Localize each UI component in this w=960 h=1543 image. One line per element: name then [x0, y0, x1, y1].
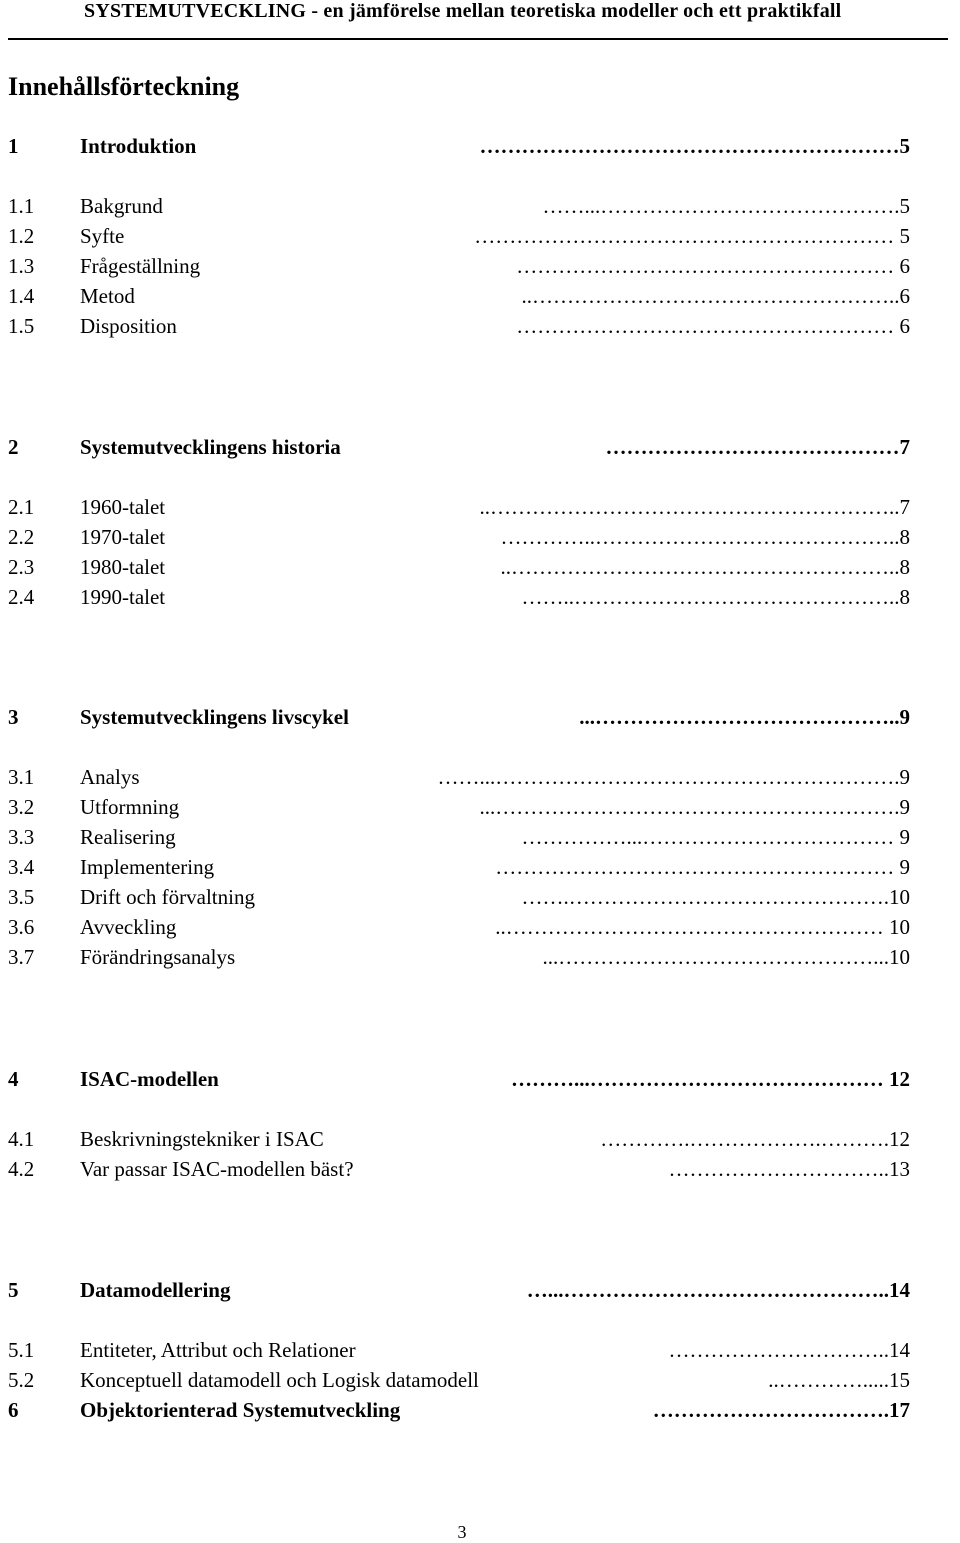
toc-entry-number: 3.7 — [8, 945, 35, 969]
toc-entry-leader-page: …………………………..13 — [668, 1157, 910, 1181]
toc-entry-leader-page: ...………………………………………...10 — [542, 945, 910, 969]
toc-entry-2-2[interactable] — [8, 525, 910, 555]
toc-entry-3-5[interactable] — [8, 885, 910, 915]
toc-entry-number: 3.4 — [8, 855, 35, 879]
toc-entry-5-2[interactable] — [8, 1368, 910, 1398]
toc-entry-number: 1.3 — [8, 254, 35, 278]
toc-entry-leader-page: …….……………………………………….10 — [521, 885, 910, 909]
toc-entry-3-3[interactable] — [8, 825, 910, 855]
toc-entry-label: Avveckling — [80, 915, 177, 939]
toc-entry-1-1[interactable] — [8, 194, 910, 224]
toc-entry-label: Disposition — [80, 314, 177, 338]
toc-entry-leader-page: ...……………………………………..9 — [579, 705, 910, 729]
toc-entry-label: Förändringsanalys — [80, 945, 236, 969]
toc-entry-label: 1990-talet — [80, 585, 166, 609]
toc-entry-2-3[interactable] — [8, 555, 910, 585]
toc-entry-label: Analys — [80, 765, 140, 789]
toc-entry-leader-page: …………..……………………………………..8 — [500, 525, 910, 549]
toc-entry-label: Introduktion — [80, 134, 197, 158]
toc-entry-leader-page: …………………………..14 — [668, 1338, 910, 1362]
toc-entry-leader-page: ……………………………………………… 6 — [516, 314, 910, 338]
running-header — [8, 0, 948, 40]
toc-entry-leader-page: ……...………………………………………………….9 — [437, 765, 910, 789]
toc-entry-leader-page: ………….……………….……….12 — [600, 1127, 910, 1151]
toc-entry-number: 2.2 — [8, 525, 35, 549]
toc-entry-3-7[interactable] — [8, 945, 910, 975]
toc-entry-5[interactable] — [8, 1278, 910, 1308]
toc-entry-leader-page: ………………………………………………… 9 — [495, 855, 910, 879]
toc-entry-4[interactable] — [8, 1067, 910, 1097]
toc-entry-label: Realisering — [80, 825, 176, 849]
toc-entry-leader-page: ..…………………………………………………..7 — [479, 495, 910, 519]
toc-title: Innehållsförteckning — [8, 72, 240, 101]
toc-entry-label: Systemutvecklingens historia — [80, 435, 341, 459]
toc-entry-6[interactable] — [8, 1398, 910, 1428]
toc-entry-number: 1 — [8, 134, 19, 158]
toc-entry-3-6[interactable] — [8, 915, 910, 945]
toc-entry-number: 2.3 — [8, 555, 35, 579]
toc-entry-number: 5.2 — [8, 1368, 35, 1392]
toc-entry-1-3[interactable] — [8, 254, 910, 284]
toc-entry-label: Systemutvecklingens livscykel — [80, 705, 349, 729]
toc-entry-label: Drift och förvaltning — [80, 885, 255, 909]
toc-entry-number: 1.2 — [8, 224, 35, 248]
toc-entry-1-2[interactable] — [8, 224, 910, 254]
toc-entry-label: 1970-talet — [80, 525, 166, 549]
toc-entry-leader-page: ..……………………………………………..6 — [521, 284, 910, 308]
toc-entry-number: 4.1 — [8, 1127, 35, 1151]
toc-entry-number: 1.4 — [8, 284, 35, 308]
toc-entry-number: 2 — [8, 435, 19, 459]
toc-entry-number: 3.1 — [8, 765, 35, 789]
toc-entry-number: 5 — [8, 1278, 19, 1302]
toc-entry-leader-page: ……………………………………………………5 — [479, 134, 910, 158]
toc-entry-number: 3 — [8, 705, 19, 729]
toc-entry-leader-page: ..………….....15 — [768, 1368, 910, 1392]
toc-entry-label: ISAC-modellen — [80, 1067, 219, 1091]
toc-entry-label: Implementering — [80, 855, 215, 879]
toc-entry-leader-page: ………...…………………………………… 12 — [511, 1067, 910, 1091]
toc-entry-label: 1980-talet — [80, 555, 166, 579]
toc-entry-3-1[interactable] — [8, 765, 910, 795]
toc-entry-number: 3.2 — [8, 795, 35, 819]
toc-entry-leader-page: ……………...……………………………… 9 — [521, 825, 910, 849]
toc-entry-number: 6 — [8, 1398, 19, 1422]
toc-entry-3-2[interactable] — [8, 795, 910, 825]
toc-entry-number: 3.6 — [8, 915, 35, 939]
toc-entry-leader-page: ...………………………………………………….9 — [479, 795, 910, 819]
toc-entry-3[interactable] — [8, 705, 910, 735]
toc-entry-1-5[interactable] — [8, 314, 910, 344]
toc-entry-2-1[interactable] — [8, 495, 910, 525]
toc-entry-5-1[interactable] — [8, 1338, 910, 1368]
toc-entry-leader-page: ..………………………………………………..8 — [500, 555, 910, 579]
toc-entry-4-2[interactable] — [8, 1157, 910, 1187]
toc-entry-number: 4 — [8, 1067, 19, 1091]
toc-entry-leader-page: ……………………………………7 — [605, 435, 910, 459]
toc-entry-1[interactable] — [8, 134, 910, 164]
toc-entry-label: Bakgrund — [80, 194, 163, 218]
toc-entry-number: 3.3 — [8, 825, 35, 849]
toc-entry-1-4[interactable] — [8, 284, 910, 314]
toc-entry-number: 4.2 — [8, 1157, 35, 1181]
toc-entry-number: 2.4 — [8, 585, 35, 609]
toc-entry-number: 2.1 — [8, 495, 35, 519]
toc-entry-leader-page: …………………………………………………… 5 — [474, 224, 910, 248]
toc-entry-number: 5.1 — [8, 1338, 35, 1362]
toc-entry-2-4[interactable] — [8, 585, 910, 615]
toc-entry-label: Datamodellering — [80, 1278, 231, 1302]
toc-entry-label: Konceptuell datamodell och Logisk datamodell — [80, 1368, 479, 1392]
toc-entry-label: Objektorienterad Systemutveckling — [80, 1398, 401, 1422]
running-header-title: SYSTEMUTVECKLING - en jämförelse mellan teoretiska modeller och ett praktikfall — [84, 0, 842, 22]
toc-entry-label: Syfte — [80, 224, 125, 248]
toc-entry-leader-page: ……..………………………………………..8 — [521, 585, 910, 609]
page-number: 3 — [457, 1522, 467, 1542]
toc-entry-label: Frågeställning — [80, 254, 201, 278]
toc-entry-3-4[interactable] — [8, 855, 910, 885]
toc-entry-2[interactable] — [8, 435, 910, 465]
toc-entry-number: 1.5 — [8, 314, 35, 338]
toc-entry-label: Entiteter, Attribut och Relationer — [80, 1338, 356, 1362]
toc-entry-leader-page: ……………………………………………… 6 — [516, 254, 910, 278]
toc-entry-leader-page: …………………………….17 — [652, 1398, 910, 1422]
toc-entry-label: Var passar ISAC-modellen bäst? — [80, 1157, 354, 1181]
toc-entry-leader-page: ..……………………………………………… 10 — [495, 915, 910, 939]
toc-entry-number: 3.5 — [8, 885, 35, 909]
toc-entry-leader-page: ……...…………………………………….5 — [542, 194, 910, 218]
toc-entry-leader-page: …...………………………………………..14 — [526, 1278, 910, 1302]
toc-entry-label: 1960-talet — [80, 495, 166, 519]
toc-entry-number: 1.1 — [8, 194, 35, 218]
toc-entry-label: Beskrivningstekniker i ISAC — [80, 1127, 324, 1151]
toc-entry-label: Metod — [80, 284, 135, 308]
toc-entry-label: Utformning — [80, 795, 180, 819]
toc-entry-4-1[interactable] — [8, 1127, 910, 1157]
